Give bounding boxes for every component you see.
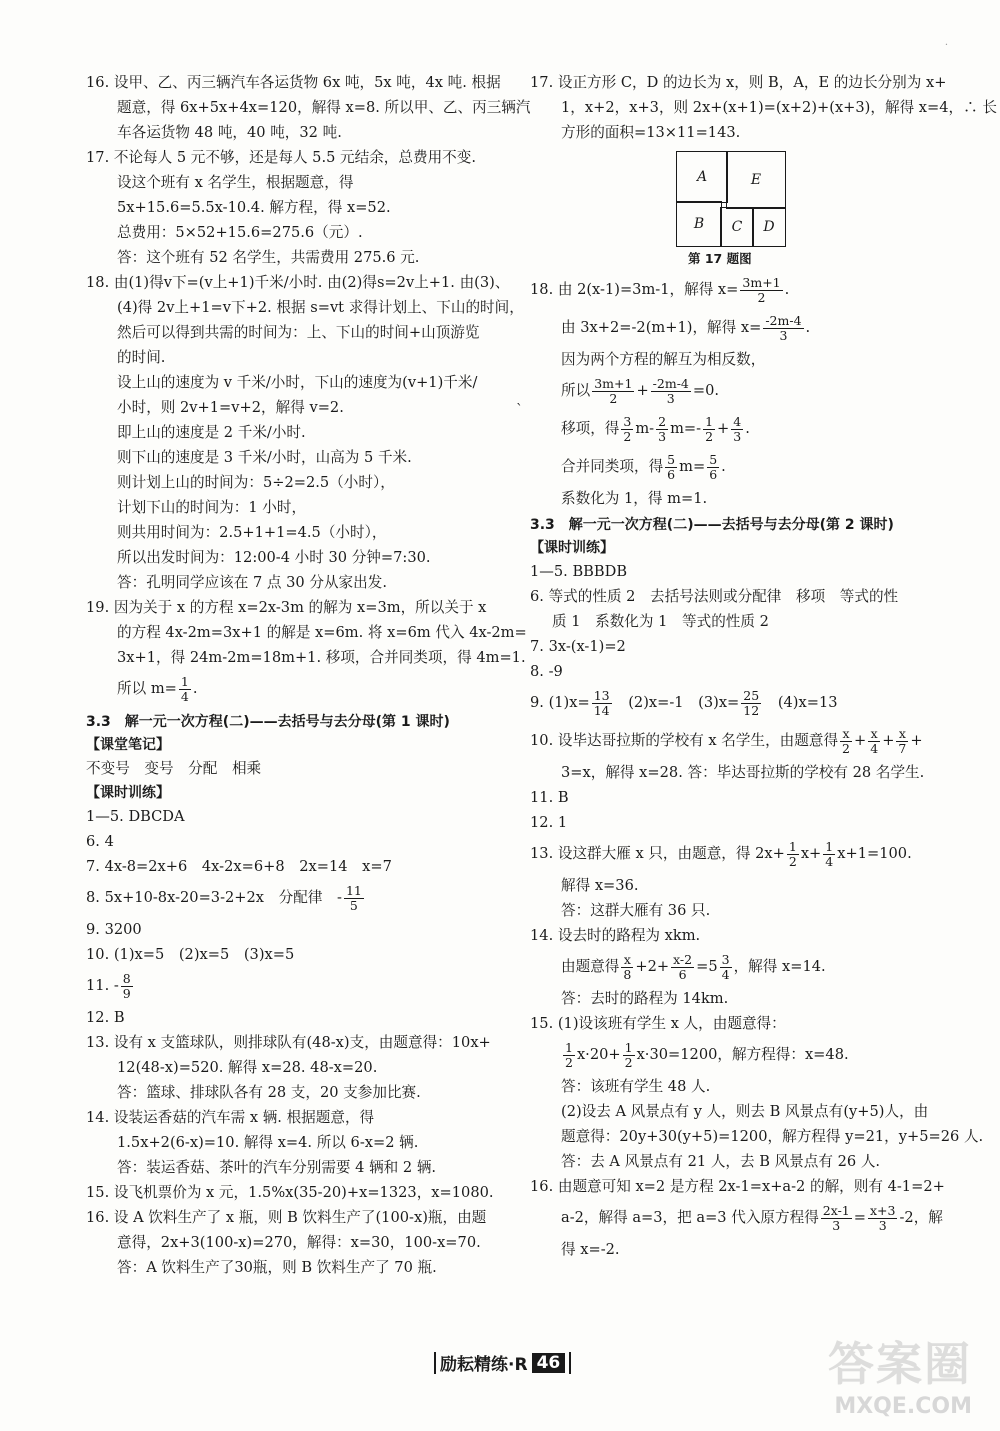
answer-b10: 10. 设毕达哥拉斯的学校有 x 名学生，由题意得 $\frac{x}{2}$ + $\frac{x}{4}$ + $\frac{x}{7}$ + 3=x，解得 x=28. 答：毕达哥拉斯的学校有 28 名学生. — [530, 725, 925, 781]
answer-r18: 18. 由 2(x-1)=3m-1，解得 x= $\frac{3m+1}{2}$ . 由 3x+2=-2(m+1)，解得 x= $\frac{-2m-4}{3}$ . 因为两个方程的解互为相反数， 所以 $\frac{3m+1}{2}$ + $\frac{-2m-4}{3}$ =0. 移项，得 $\frac{3}{2}$ m- $\frac{2}{3}$ m=- $\frac{1}{2}$ + $\frac{4}{3}$ . 合并同类项，得 $\frac{5}{6}$ m= $\frac{5}{6}$ . 系数化为 1，得 m=1. — [530, 274, 811, 507]
fraction: $\frac{x}{2}$ — [842, 725, 850, 756]
answer-12: 12. B — [86, 1009, 125, 1026]
answer-b6: 6. 等式的性质 2 去括号法则或分配律 移项 等式的性 质 1 系数化为 1 等式的性质 2 — [530, 588, 899, 630]
fraction: $\frac{1}{2}$ — [565, 1039, 573, 1070]
answer-15: 15. 设飞机票价为 x 元，1.5%x(35-20)+x=1323，x=1080. — [86, 1184, 494, 1201]
answer-b9: 9. (1)x= $\frac{13}{14}$ (2)x=-1 (3)x= $\frac{25}{12}$ (4)x=13 — [530, 687, 838, 718]
tag-training: 【课时训练】 — [86, 785, 170, 801]
fraction: $\frac{3m+1}{2}$ — [594, 375, 633, 406]
fraction: $\frac{11}{5}$ — [345, 882, 362, 913]
answer-b12: 12. 1 — [530, 814, 568, 831]
square-d: D — [752, 207, 786, 247]
fraction: $\frac{1}{2}$ — [624, 1039, 633, 1070]
answer-b11: 11. B — [530, 789, 569, 806]
answer-11: 11. - $\frac{8}{9}$ — [86, 970, 131, 1001]
footer-bar-right — [569, 1352, 571, 1374]
answer-10: 10. (1)x=5 (2)x=5 (3)x=5 — [86, 946, 295, 963]
left-column — [86, 72, 531, 1282]
figure-17 — [676, 151, 786, 247]
section-title-lesson-1: 3.3 解一元一次方程(二)——去括号与去分母(第 1 课时) — [86, 714, 450, 730]
answer-b7: 7. 3x-(x-1)=2 — [530, 638, 626, 655]
fraction: $\frac{x}{4}$ — [870, 725, 879, 756]
answer-b14: 14. 设去时的路程为 xkm. 由题意得 $\frac{x}{8}$ +2+ $\frac{x-2}{6}$ =5 $\frac{3}{4}$ ，解得 x=14. 答：去时的路程为 14km. — [530, 927, 826, 1007]
answer-9: 9. 3200 — [86, 921, 142, 938]
footer-bar-left — [434, 1352, 436, 1374]
answer-8: 8. 5x+10-8x-20=3-2+2x 分配律 - $\frac{11}{5}$ — [86, 882, 362, 913]
figure-caption: 第 17 题图 — [688, 251, 752, 266]
square-b: B — [676, 201, 722, 247]
answer-6: 6. 4 — [86, 833, 114, 850]
tag-training-2: 【课时训练】 — [530, 540, 614, 556]
fraction: $\frac{x}{7}$ — [898, 725, 907, 756]
answer-b8: 8. -9 — [530, 663, 563, 680]
fraction: $\frac{x-2}{6}$ — [673, 951, 693, 982]
answer-1-5: 1—5. DBCDA — [86, 808, 185, 825]
section-title-lesson-2: 3.3 解一元一次方程(二)——去括号与去分母(第 2 课时) — [530, 517, 894, 533]
answer-17: 17. 不论每人 5 元不够，还是每人 5.5 元结余，总费用不变. 设这个班有 x 名学生，根据题意，得 5x+15.6=5.5x-10.4. 解方程，得 x=52. 总费用：5×52+15.6=275.6（元）. 答：这个班有 52 名学生，共需费用 275.6 元. — [86, 149, 477, 266]
fraction: $\frac{5}{6}$ — [667, 451, 676, 482]
tag-class-notes: 【课堂笔记】 — [86, 737, 170, 753]
answer-13: 13. 设有 x 支篮球队，则排球队有(48-x)支，由题意得：10x+ 12(48-x)=520. 解得 x=28. 48-x=20. 答：篮球、排球队各有 28 支，20 支参加比赛. — [86, 1034, 491, 1101]
watermark-logo: 答案圈 — [828, 1337, 972, 1391]
fraction: $\frac{3}{2}$ — [623, 413, 632, 444]
fraction: $\frac{25}{12}$ — [743, 687, 760, 718]
answer-14: 14. 设装运香菇的汽车需 x 辆. 根据题意，得 1.5x+2(6-x)=10. 解得 x=4. 所以 6-x=2 辆. 答：装运香菇、茶叶的汽车分别需要 4 辆和 2 辆. — [86, 1109, 437, 1176]
watermark — [828, 1328, 972, 1419]
fraction: $\frac{3m+1}{2}$ — [742, 274, 781, 305]
fraction: $\frac{-2m-4}{3}$ — [765, 312, 802, 343]
fraction: $\frac{x+3}{3}$ — [870, 1202, 896, 1233]
page-footer — [430, 1350, 575, 1375]
fraction: $\frac{-2m-4}{3}$ — [652, 375, 689, 406]
fraction: $\frac{1}{4}$ — [825, 838, 834, 869]
brand-name: 励耘精练·R — [440, 1355, 528, 1375]
answer-16: 16. 设甲、乙、丙三辆汽车各运货物 6x 吨，5x 吨，4x 吨. 根据 题意，得 6x+5x+4x=120，解得 x=8. 所以甲、乙、丙三辆汽 车各运货物 48 吨，40 吨，32 吨. — [86, 74, 531, 141]
page-number: 46 — [532, 1353, 566, 1373]
square-e: E — [726, 151, 786, 209]
answer-16b: 16. 设 A 饮料生产了 x 瓶，则 B 饮料生产了(100-x)瓶，由题 意得，2x+3(100-x)=270，解得：x=30，100-x=70. 答：A 饮料生产了30瓶，则 B 饮料生产了 70 瓶. — [86, 1209, 487, 1276]
fraction: $\frac{2}{3}$ — [658, 413, 667, 444]
fraction: $\frac{13}{14}$ — [593, 687, 610, 718]
watermark-url: MXQE.COM — [834, 1394, 972, 1419]
fraction: $\frac{3}{4}$ — [721, 951, 730, 982]
answer-b1-5: 1—5. BBBDB — [530, 563, 628, 580]
fraction: $\frac{5}{6}$ — [709, 451, 718, 482]
fraction: $\frac{1}{2}$ — [705, 413, 714, 444]
answer-19: 19. 因为关于 x 的方程 x=2x-3m 的解为 x=3m，所以关于 x 的方程 4x-2m=3x+1 的解是 x=6m. 将 x=6m 代入 4x-2m= 3x+1，得 24m-2m=18m+1. 移项，合并同类项，得 4m=1. 所以 m= $\frac{1}{4}$ . — [86, 599, 527, 704]
answer-r17: 17. 设正方形 C，D 的边长为 x，则 B，A，E 的边长分别为 x+ 1，x+2，x+3，则 2x+(x+1)=(x+2)+(x+3)，解得 x=4，∴ 长 方形的面积=13×11=143. — [530, 74, 997, 141]
fraction: $\frac{x}{8}$ — [623, 951, 632, 982]
fraction: $\frac{8}{9}$ — [122, 970, 131, 1001]
answer-7: 7. 4x-8=2x+6 4x-2x=6+8 2x=14 x=7 — [86, 858, 392, 875]
fraction: $\frac{4}{3}$ — [733, 413, 742, 444]
fraction: $\frac{2x-1}{3}$ — [822, 1202, 850, 1233]
answer-18: 18. 由(1)得v下=(v上+1)千米/小时. 由(2)得s=2v上+1. 由(3)、 (4)得 2v上+1=v下+2. 根据 s=vt 求得计划上、下山的时间， 然后可以得到共需的时间为：上、下山的时间+山顶游览 的时间. 设上山的速度为 v 千米/小时，下山的速度为(v+1)千米/ 小时，则 2v+1=v+2，解得 v=2. 即上山的速度是 2 千米/小时. 则下山的速度是 3 千米/小时，山高为 5 千米. 则计划上山的时间为：5÷2=2.5（小时）， 计划下山的时间为：1 小时， 则共用时间为：2.5+1+1=4.5（小时）， 所以出发时间为：12:00-4 小时 30 分钟=7:30. 答：孔明同学应该在 7 点 30 分从家出发. — [86, 274, 524, 591]
stray-mark: ` — [516, 402, 523, 418]
answer-b15: 15. (1)设该班有学生 x 人，由题意得： $\frac{1}{2}$ x·20+ $\frac{1}{2}$ x·30=1200，解方程得：x=48. 答：该班有学生 48 人. (2)设去 A 风景点有 y 人，则去 B 风景点有(y+5)人，由 题意得：20y+30(y+5)=1200，解方程得 y=21，y+5=26 人. 答：去 A 风景点有 21 人，去 B 风景点有 26 人. — [530, 1015, 984, 1170]
notes-text: 不变号 变号 分配 相乘 — [86, 760, 262, 777]
square-a: A — [676, 151, 728, 203]
corner-mark: · — [944, 40, 948, 51]
fraction: $\frac{1}{2}$ — [788, 838, 797, 869]
square-c: C — [720, 207, 754, 247]
answer-b16: 16. 由题意可知 x=2 是方程 2x-1=x+a-2 的解，则有 4-1=2+ a-2，解得 a=3，把 a=3 代入原方程得 $\frac{2x-1}{3}$ = $\frac{x+3}{3}$ -2，解 得 x=-2. — [530, 1178, 945, 1258]
answer-b13: 13. 设这群大雁 x 只，由题意，得 2x+ $\frac{1}{2}$ x+ $\frac{1}{4}$ x+1=100. 解得 x=36. 答：这群大雁有 36 只. — [530, 838, 912, 919]
right-column — [530, 72, 997, 1264]
fraction: $\frac{1}{4}$ — [180, 673, 189, 704]
